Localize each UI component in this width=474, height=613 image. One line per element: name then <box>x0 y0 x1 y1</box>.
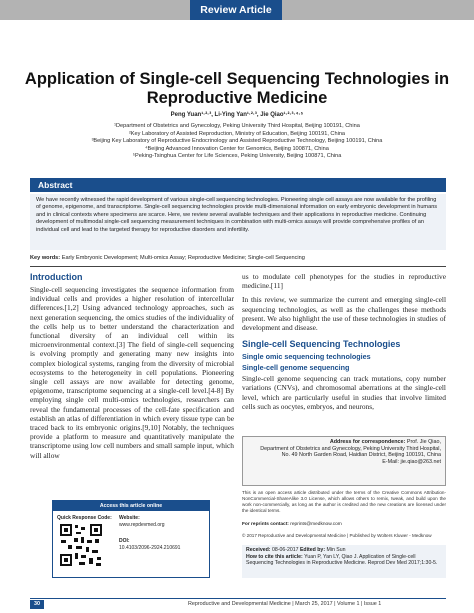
intro-body <box>30 285 234 460</box>
keywords-label: Key words: <box>30 255 61 261</box>
affiliation-line: ⁵Peking-Tsinghua Center for Life Sciences, Peking University, Beijing 100871, China <box>132 153 342 160</box>
sub-heading: Single-cell genome sequencing <box>242 363 350 373</box>
correspondence-line: Department of Obstetrics and Gynecology, Peking University Third Hospital, <box>260 445 441 452</box>
section-heading: Single-cell Sequencing Technologies <box>242 339 401 350</box>
divider <box>30 266 446 267</box>
access-details <box>119 515 180 551</box>
correspondence-line: No. 49 North Garden Road, Haidian District, Beijing 100191, China <box>281 452 441 459</box>
left-column <box>30 272 234 460</box>
article-title: Application of Single-cell Sequencing Technologies in Reproductive Medicine <box>24 70 450 107</box>
received-label: Received: <box>246 547 271 553</box>
author-list: Peng Yuan¹·²·³, Li-Ying Yan¹·²·³, Jie Qiao¹·²·³·⁴·⁵ <box>170 112 304 118</box>
abstract-text: We have recently witnessed the rapid development of various single-cell sequencing technologies. Pioneering single cell assays are now available for the profiling of genome, epigenome, and transcriptome. Single-cell sequencing technologies provide multi-dimensional information on early embryonic development in humans and in clinical contexts where specimens are scarce. Here, we review several available techniques and their applications in reproductive medicine. Continuing development of multimodal single-cell sequencing measurement techniques in combination with multi-omics assays will provide comprehensive profiles of an individual cell and lead to the targeted therapy for reproductive disorders and infertility. <box>30 194 446 250</box>
right-body <box>242 272 446 332</box>
paragraph: us to modulate cell phenotypes for the studies in reproductive medicine.[11] <box>242 272 446 291</box>
cite-text: Yuan P, Yan LY, Qiao J. Application of Single-cell Sequencing Technologies in Reproductive Medicine. Reprod Dev Med 2017;1:30-5. <box>246 553 438 567</box>
correspondence-email[interactable]: E-Mail: jie.qiao@263.net <box>382 458 441 465</box>
intro-heading: Introduction <box>30 272 83 282</box>
affiliation-line: ⁴Beijing Advanced Innovation Center for Genomics, Beijing 100871, China <box>145 145 329 152</box>
reprints <box>242 522 446 527</box>
abstract-heading: Abstract <box>38 180 73 190</box>
correspondence-box <box>242 436 446 486</box>
section-label: Review Article <box>200 4 272 16</box>
received-box <box>242 545 446 578</box>
correspondence-label: Address for correspondence: <box>329 439 406 445</box>
doi-label: DOI: <box>119 538 130 544</box>
access-box <box>52 500 210 578</box>
abstract-header <box>30 178 446 192</box>
section-label-tab <box>190 0 282 20</box>
keywords-text: Early Embryonic Development; Multi-omics Assay; Reproductive Medicine; Single-cell Sequencing <box>61 255 305 261</box>
website-link[interactable]: www.repdevmed.org <box>119 521 165 528</box>
page-footer <box>30 598 446 608</box>
cite-label: How to cite this article: <box>246 553 303 560</box>
access-heading: Access this article online <box>53 501 209 511</box>
qr-label: Quick Response Code: <box>57 515 112 521</box>
paragraph: In this review, we summarize the current and emerging single-cell sequencing technologies, as well as the challenges these methods present. We also highlight the use of these technologies in studies of development and disease. <box>242 295 446 333</box>
reprints-label: For reprints contact: <box>242 522 289 527</box>
website-label: Website: <box>119 515 140 521</box>
footer-text: Reproductive and Developmental Medicine | March 25, 2017 | Volume 1 | Issue 1 <box>188 601 382 607</box>
license-text: This is an open access article distributed under the terms of the Creative Commons Attribution-NonCommercial-ShareAlike 3.0 License, which allows others to remix, tweak, and build upon the work non-commercially, as long as the author is credited and the new creations are licensed under the identical terms. <box>242 490 446 513</box>
right-column <box>242 272 446 411</box>
copyright: © 2017 Reproductive and Developmental Medicine | Published by Wolters Kluwer - Medknow <box>242 533 432 538</box>
affiliation-line: ³Beijing Key Laboratory of Reproductive Endocrinology and Assisted Reproductive Technology, Beijing 100191, China <box>91 138 383 145</box>
paragraph: Single-cell sequencing investigates the sequence information from individual cells and provides a higher resolution of intercellular differences.[1,2] Using advanced technology approaches, such as next generation sequencing, the omics studies of the individuality of the cells help us to better understand the characterization and functional diversity of an individual cell within its microenvironmental context.[3] The field of single-cell sequencing is evolving promptly and generating many new insights into complex biological systems, ranging from the diversity of microbial ecosystems to the heterogeneity in cell populations. Pioneering single cell assays are now available for detecting genome, epigenome, transcriptome sequencing at a single-cell level.[4-8] By employing single cell multi-omics technologies, researchers can reveal the fundamental processes of the cell-fate specification and establish an atlas of differentiation in which every tissue type can be traced back to its embryonic origins.[9,10] Notably, the techniques provide a platform to measure and quantitatively manipulate the transcriptome using low cell numbers and small sample input, which will allow <box>30 285 234 460</box>
affiliations <box>20 123 454 161</box>
doi-link[interactable]: 10.4103/2096-2924.210691 <box>119 544 181 551</box>
keywords <box>30 255 446 261</box>
reprints-email[interactable]: reprints@medknow.com <box>290 522 342 527</box>
received-date: 08-06-2017 <box>271 547 299 553</box>
paragraph: Single-cell genome sequencing can track mutations, copy number variations (CNVs), and chromosomal aberrations at the single-cell level, which are particularly useful in studies that involve limited cells such as oocytes, embryos, and neurons, <box>242 374 446 411</box>
affiliation-line: ¹Department of Obstetrics and Gynecology, Peking University Third Hospital, Beijing 100191, China <box>114 123 360 129</box>
correspondence-name: Prof. Jie Qiao, <box>406 439 441 445</box>
affiliation-line: ²Key Laboratory of Assisted Reproduction, Ministry of Education, Beijing 100191, China <box>128 130 346 137</box>
page-number: 30 <box>30 600 44 609</box>
sub-heading: Single omic sequencing technologies <box>242 352 371 362</box>
qr-code-icon <box>59 523 103 567</box>
edited-label: Edited by: <box>299 547 326 553</box>
editor-name: Min Sun <box>326 547 346 553</box>
